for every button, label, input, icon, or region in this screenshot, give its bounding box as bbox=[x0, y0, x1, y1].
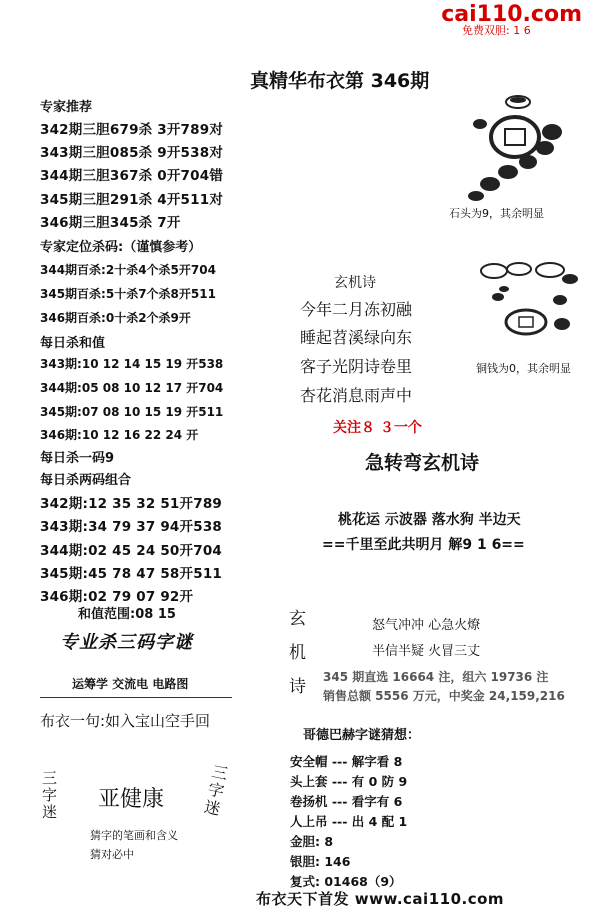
position-line: 344期百杀:2十杀4个杀5开704 bbox=[40, 263, 216, 277]
three-char-riddle-label-right: 三字迷 bbox=[202, 761, 230, 819]
riddle-subtitle: 运筹学 交流电 电路图 bbox=[72, 677, 189, 691]
site-logo: cai110.com bbox=[441, 2, 582, 27]
ji-char: 机 bbox=[289, 643, 306, 663]
xuan-char: 玄 bbox=[289, 609, 306, 629]
riddle-word: 亚健康 bbox=[98, 787, 165, 812]
riddle-hint: 猜对必中 bbox=[90, 848, 134, 861]
poem-line: 杏花消息雨声中 bbox=[300, 386, 413, 405]
page-title: 真精华布衣第 346期 bbox=[250, 70, 430, 92]
sum-line: 346期:10 12 16 22 24 开 bbox=[40, 428, 199, 442]
two-code-line: 342期:12 35 32 51开789 bbox=[40, 496, 223, 512]
buyi-one-line: 布衣一句:如入宝山空手回 bbox=[40, 712, 211, 730]
position-title: 专家定位杀码:（谨慎参考） bbox=[40, 240, 202, 255]
goldbach-line: 人上吊 --- 出 4 配 1 bbox=[290, 814, 408, 829]
jizhuan-line: 桃花运 示波器 落水狗 半边天 bbox=[338, 512, 521, 528]
xuanji-poem-title: 玄机诗 bbox=[334, 275, 376, 291]
sales-stats: 销售总额 5556 万元，中奖金 24,159,216 bbox=[323, 689, 565, 703]
expert-line: 346期三胆345杀 7开 bbox=[40, 215, 181, 231]
position-line: 346期百杀:0十杀2个杀9开 bbox=[40, 311, 191, 325]
expert-line: 345期三胆291杀 4开511对 bbox=[40, 192, 224, 208]
free-double-note: 免费双胆: 1 6 bbox=[462, 24, 531, 37]
expert-line: 342期三胆679杀 3开789对 bbox=[40, 122, 224, 138]
multiple-combo: 复式: 01468（9） bbox=[290, 874, 402, 889]
jizhuan-answer: ==千里至此共明月 解9 1 6== bbox=[322, 537, 525, 553]
position-line: 345期百杀:5十杀7个杀8开511 bbox=[40, 287, 216, 301]
sum-line: 344期:05 08 10 12 17 开704 bbox=[40, 381, 224, 395]
sum-line: 345期:07 08 10 15 19 开511 bbox=[40, 405, 224, 419]
goldbach-title: 哥德巴赫字谜猜想： bbox=[303, 728, 421, 743]
riddle-hint: 猜字的笔画和含义 bbox=[90, 829, 178, 842]
gold-dan: 金胆: 8 bbox=[290, 834, 334, 849]
goldbach-line: 卷扬机 --- 看字有 6 bbox=[290, 794, 403, 809]
expert-line: 343期三胆085杀 9开538对 bbox=[40, 145, 224, 161]
goldbach-line: 头上套 --- 有 0 防 9 bbox=[290, 774, 408, 789]
focus-note: 关注８ ３一个 bbox=[333, 420, 422, 436]
goldbach-line: 安全帽 --- 解字看 8 bbox=[290, 754, 403, 769]
draw-stats: 345 期直选 16664 注，组六 19736 注 bbox=[323, 670, 549, 684]
footer-slogan[interactable]: 布衣天下首发 www.cai110.com bbox=[256, 890, 505, 908]
verse-line: 怒气冲冲 心急火燎 bbox=[372, 618, 481, 633]
copper-coin-diagram bbox=[474, 262, 584, 347]
poem-line: 今年二月冻初融 bbox=[300, 300, 413, 319]
divider bbox=[40, 697, 232, 698]
shi-char: 诗 bbox=[289, 677, 306, 697]
stone-caption: 石头为9，其余明显 bbox=[449, 207, 544, 220]
poem-line: 睡起苕溪绿向东 bbox=[300, 328, 413, 347]
expert-title: 专家推荐 bbox=[40, 100, 93, 115]
poem-line: 客子光阴诗卷里 bbox=[300, 357, 413, 376]
two-code-title: 每日杀两码组合 bbox=[40, 473, 132, 488]
two-code-line: 345期:45 78 47 58开511 bbox=[40, 566, 223, 582]
two-code-line: 343期:34 79 37 94开538 bbox=[40, 519, 223, 535]
sum-range: 和值范围:08 15 bbox=[78, 607, 176, 622]
two-code-line: 344期:02 45 24 50开704 bbox=[40, 543, 223, 559]
kill-one-code: 每日杀一码9 bbox=[40, 451, 115, 466]
copper-caption: 铜钱为0，其余明显 bbox=[476, 362, 571, 375]
stone-diagram bbox=[460, 92, 580, 202]
silver-dan: 银胆: 146 bbox=[290, 854, 351, 869]
verse-line: 半信半疑 火冒三丈 bbox=[372, 644, 481, 659]
three-char-riddle-label-left: 三字迷 bbox=[42, 769, 58, 821]
two-code-line: 346期:02 79 07 92开 bbox=[40, 589, 194, 605]
expert-line: 344期三胆367杀 0开704错 bbox=[40, 168, 224, 184]
riddle-title: 专业杀三码字谜 bbox=[60, 632, 193, 653]
sum-title: 每日杀和值 bbox=[40, 336, 106, 351]
jizhuan-title: 急转弯玄机诗 bbox=[365, 452, 480, 474]
sum-line: 343期:10 12 14 15 19 开538 bbox=[40, 357, 224, 371]
